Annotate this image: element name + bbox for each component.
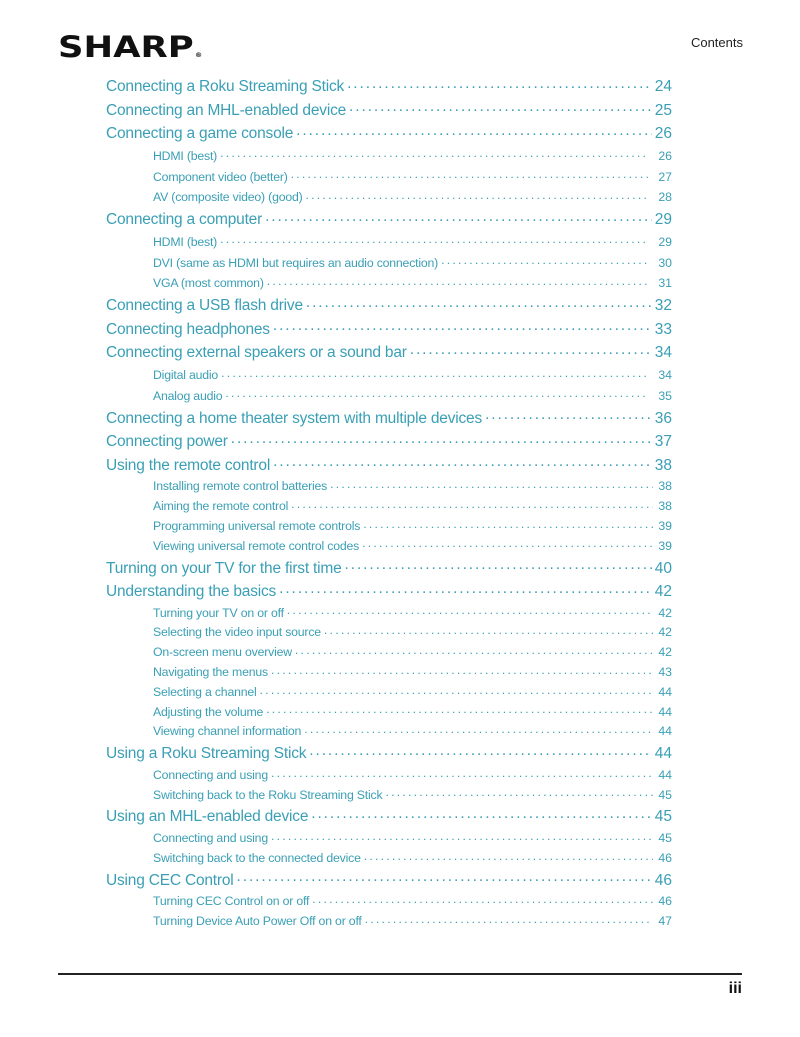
leader-dots xyxy=(287,604,653,616)
toc-entry-title: Connecting and using xyxy=(153,831,268,846)
toc-subentry[interactable] xyxy=(106,604,672,624)
toc-entry-title: Switching back to the connected device xyxy=(153,850,361,865)
toc-entry[interactable] xyxy=(106,99,672,123)
leader-dots xyxy=(362,537,653,549)
toc-entry-title: Adjusting the volume xyxy=(153,704,264,719)
toc-subentry[interactable] xyxy=(106,766,672,786)
leader-dots xyxy=(225,387,649,399)
toc-subentry[interactable] xyxy=(106,623,672,643)
toc-subentry[interactable] xyxy=(106,386,672,407)
toc-entry-title: Using the remote control xyxy=(106,456,271,474)
toc-entry[interactable] xyxy=(106,557,672,581)
leader-dots xyxy=(441,254,649,266)
toc-subentry[interactable] xyxy=(106,232,672,253)
toc-entry-page: 29 xyxy=(654,211,672,229)
toc-entry-title: Turning your TV on or off xyxy=(153,605,284,620)
toc-entry-title: Using a Roku Streaming Stick xyxy=(106,745,307,763)
toc-entry-title: Turning on your TV for the first time xyxy=(106,559,342,577)
toc-entry-page: 34 xyxy=(658,367,672,382)
toc-entry-page: 44 xyxy=(658,684,672,699)
toc-entry-title: DVI (same as HDMI but requires an audio connection) xyxy=(153,255,439,270)
toc-entry[interactable] xyxy=(106,454,672,478)
table-of-contents xyxy=(106,75,672,932)
leader-dots xyxy=(273,318,652,334)
toc-entry-page: 35 xyxy=(658,388,672,403)
leader-dots xyxy=(221,367,649,379)
toc-entry-title: AV (composite video) (good) xyxy=(153,190,303,205)
toc-entry[interactable] xyxy=(106,122,672,146)
toc-entry-title: Connecting a USB flash drive xyxy=(106,297,303,315)
toc-entry-page: 39 xyxy=(658,518,672,533)
toc-entry-page: 31 xyxy=(658,276,672,291)
toc-entry-page: 42 xyxy=(658,645,672,660)
toc-entry-page: 47 xyxy=(658,914,672,929)
toc-entry-title: Turning CEC Control on or off xyxy=(153,894,310,909)
toc-subentry[interactable] xyxy=(106,722,672,742)
leader-dots xyxy=(271,830,653,842)
leader-dots xyxy=(295,644,653,656)
toc-entry[interactable] xyxy=(106,869,672,893)
toc-entry-title: Connecting an MHL-enabled device xyxy=(106,101,347,119)
toc-entry[interactable] xyxy=(106,742,672,766)
leader-dots xyxy=(265,209,652,225)
leader-dots xyxy=(266,703,653,715)
toc-entry-page: 42 xyxy=(658,625,672,640)
brand-name: SHARP xyxy=(58,30,194,64)
toc-entry-title: VGA (most common) xyxy=(153,276,264,291)
leader-dots xyxy=(410,342,652,358)
leader-dots xyxy=(311,806,652,822)
leader-dots xyxy=(349,99,652,115)
leader-dots xyxy=(365,913,653,925)
toc-entry-title: Using CEC Control xyxy=(106,871,234,889)
leader-dots xyxy=(485,407,652,423)
toc-subentry[interactable] xyxy=(106,187,672,208)
toc-subentry[interactable] xyxy=(106,643,672,663)
toc-entry-page: 44 xyxy=(654,745,672,763)
toc-entry-title: Installing remote control batteries xyxy=(153,479,328,494)
toc-entry-title: Aiming the remote control xyxy=(153,499,289,514)
toc-subentry[interactable] xyxy=(106,849,672,869)
leader-dots xyxy=(385,786,653,798)
toc-subentry[interactable] xyxy=(106,253,672,274)
leader-dots xyxy=(330,478,653,490)
leader-dots xyxy=(271,767,653,779)
toc-entry-page: 26 xyxy=(658,148,672,163)
toc-entry-title: Programming universal remote controls xyxy=(153,518,361,533)
toc-entry-title: Connecting a home theater system with multiple devices xyxy=(106,409,483,427)
leader-dots xyxy=(220,147,649,159)
leader-dots xyxy=(306,295,652,311)
toc-entry-title: HDMI (best) xyxy=(153,148,218,163)
toc-entry[interactable] xyxy=(106,805,672,829)
toc-entry-page: 45 xyxy=(658,831,672,846)
toc-entry-page: 33 xyxy=(654,320,672,338)
toc-entry-page: 39 xyxy=(658,538,672,553)
toc-entry[interactable] xyxy=(106,430,672,454)
toc-subentry[interactable] xyxy=(106,912,672,932)
leader-dots xyxy=(237,869,652,885)
toc-subentry[interactable] xyxy=(106,663,672,683)
toc-entry-title: Selecting a channel xyxy=(153,684,257,699)
toc-entry-page: 46 xyxy=(654,871,672,889)
toc-subentry[interactable] xyxy=(106,517,672,537)
toc-entry[interactable] xyxy=(106,407,672,431)
toc-subentry[interactable] xyxy=(106,273,672,294)
leader-dots xyxy=(291,498,653,510)
toc-entry-page: 24 xyxy=(654,78,672,95)
toc-entry-title: Component video (better) xyxy=(153,169,288,184)
footer-divider xyxy=(58,973,742,975)
toc-entry-page: 44 xyxy=(658,724,672,739)
toc-subentry[interactable] xyxy=(106,537,672,557)
leader-dots xyxy=(304,723,653,735)
toc-entry-page: 26 xyxy=(654,125,672,143)
toc-entry-title: Viewing universal remote control codes xyxy=(153,538,360,553)
toc-entry-page: 34 xyxy=(654,344,672,362)
sharp-logo xyxy=(58,30,203,64)
leader-dots xyxy=(345,557,652,573)
leader-dots xyxy=(267,275,649,287)
toc-entry[interactable] xyxy=(106,208,672,232)
toc-entry[interactable] xyxy=(106,75,672,99)
toc-entry-page: 43 xyxy=(658,665,672,680)
toc-entry-title: Connecting external speakers or a sound bar xyxy=(106,344,407,362)
toc-entry-page: 30 xyxy=(658,255,672,270)
leader-dots xyxy=(324,624,653,636)
toc-entry-page: 45 xyxy=(654,808,672,826)
leader-dots xyxy=(260,684,653,696)
toc-entry-title: Switching back to the Roku Streaming Stick xyxy=(153,787,383,802)
leader-dots xyxy=(309,743,651,759)
toc-subentry[interactable] xyxy=(106,786,672,806)
toc-entry-title: Connecting and using xyxy=(153,767,268,782)
registered-mark: ® xyxy=(194,52,203,59)
toc-entry-page: 44 xyxy=(658,704,672,719)
leader-dots xyxy=(279,581,652,597)
toc-entry[interactable] xyxy=(106,580,672,604)
toc-entry-page: 38 xyxy=(658,499,672,514)
toc-entry-page: 42 xyxy=(654,583,672,601)
toc-entry-page: 40 xyxy=(654,559,672,577)
toc-entry-title: Analog audio xyxy=(153,388,223,403)
toc-entry-title: Connecting a computer xyxy=(106,211,263,229)
toc-entry-title: Turning Device Auto Power Off on or off xyxy=(153,914,362,929)
toc-subentry[interactable] xyxy=(106,892,672,912)
toc-subentry[interactable] xyxy=(106,365,672,386)
toc-entry[interactable] xyxy=(106,341,672,365)
toc-entry-title: Connecting a game console xyxy=(106,125,294,143)
leader-dots xyxy=(306,189,649,201)
section-label: Contents xyxy=(690,35,743,50)
toc-entry-title: HDMI (best) xyxy=(153,234,218,249)
toc-entry-page: 42 xyxy=(658,605,672,620)
toc-entry-title: Connecting a Roku Streaming Stick xyxy=(106,78,345,95)
leader-dots xyxy=(347,76,652,92)
toc-entry-page: 28 xyxy=(658,190,672,205)
toc-entry[interactable] xyxy=(106,294,672,318)
toc-entry-page: 46 xyxy=(658,850,672,865)
toc-entry-title: On-screen menu overview xyxy=(153,645,292,660)
toc-entry-page: 29 xyxy=(658,234,672,249)
leader-dots xyxy=(312,893,653,905)
toc-entry-page: 45 xyxy=(658,787,672,802)
toc-entry-page: 25 xyxy=(654,101,672,119)
toc-entry-title: Using an MHL-enabled device xyxy=(106,808,309,826)
toc-entry-page: 38 xyxy=(658,479,672,494)
toc-subentry[interactable] xyxy=(106,497,672,517)
toc-entry-page: 27 xyxy=(658,169,672,184)
toc-entry-page: 44 xyxy=(658,767,672,782)
toc-entry-title: Navigating the menus xyxy=(153,665,268,680)
toc-entry-page: 46 xyxy=(658,894,672,909)
leader-dots xyxy=(231,431,652,447)
toc-entry-title: Understanding the basics xyxy=(106,583,277,601)
toc-entry-title: Connecting headphones xyxy=(106,320,270,338)
toc-subentry[interactable] xyxy=(106,703,672,723)
toc-entry-page: 37 xyxy=(654,433,672,451)
toc-entry-page: 38 xyxy=(654,456,672,474)
toc-subentry[interactable] xyxy=(106,683,672,703)
leader-dots xyxy=(364,850,653,862)
toc-subentry[interactable] xyxy=(106,477,672,497)
leader-dots xyxy=(296,123,652,139)
toc-subentry[interactable] xyxy=(106,167,672,188)
toc-entry-title: Connecting power xyxy=(106,433,228,451)
leader-dots xyxy=(291,168,649,180)
toc-entry-title: Digital audio xyxy=(153,367,219,382)
leader-dots xyxy=(220,233,649,245)
leader-dots xyxy=(363,518,653,530)
toc-entry-page: 32 xyxy=(654,297,672,315)
toc-entry-title: Selecting the video input source xyxy=(153,625,321,640)
toc-subentry[interactable] xyxy=(106,829,672,849)
leader-dots xyxy=(271,664,653,676)
page-number: iii xyxy=(728,980,742,997)
toc-entry-title: Viewing channel information xyxy=(153,724,302,739)
toc-subentry[interactable] xyxy=(106,146,672,167)
toc-entry-page: 36 xyxy=(654,409,672,427)
toc-entry[interactable] xyxy=(106,318,672,342)
leader-dots xyxy=(273,454,652,470)
